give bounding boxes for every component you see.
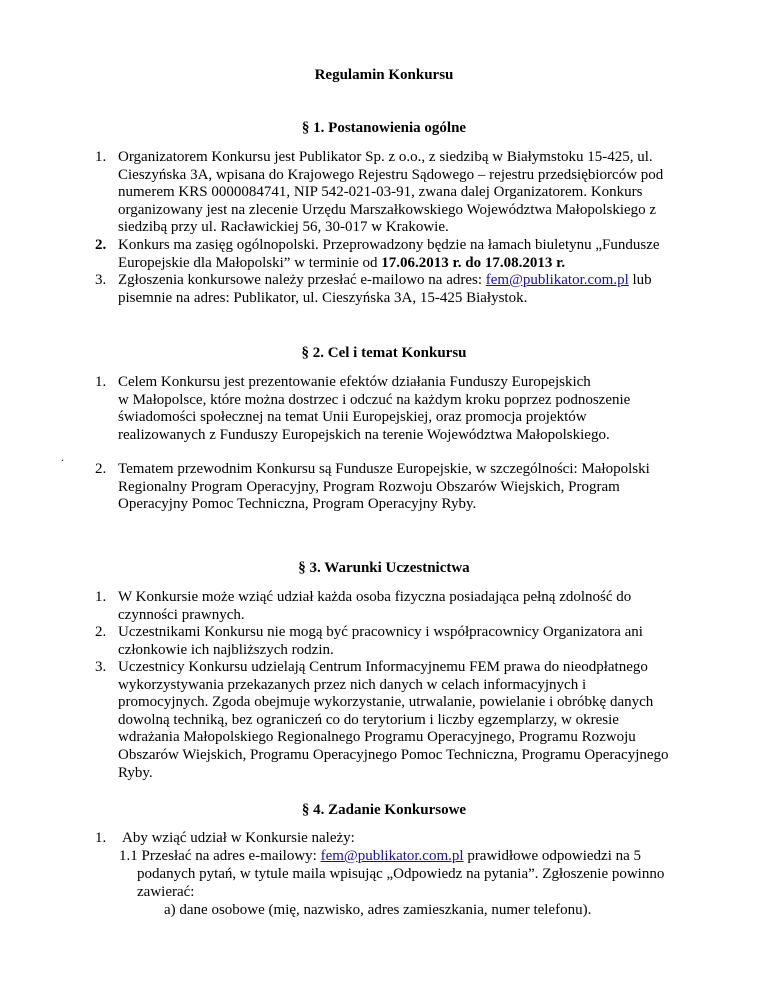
stray-dot: .: [61, 450, 64, 464]
text-line: Operacyjny Pomoc Techniczna, Program Operacyjny Ryby.: [118, 496, 477, 513]
section-3-item-1-number: 1.: [95, 589, 107, 605]
text-line: [118, 255, 698, 273]
text-line: Tematem przewodnim Konkursu są Fundusze Europejskie, w szczególności: Małopolski: [118, 461, 650, 477]
text-line: siedzibą przy ul. Racławickiej 56, 30-017 w Krakowie.: [118, 219, 449, 236]
text-run: lub: [628, 272, 652, 288]
text-line: świadomości społecznej na temat Unii Europejskiej, oraz promocja projektów: [118, 409, 587, 426]
section-2-item-1: [118, 374, 698, 444]
text-line: zawierać:: [137, 883, 195, 900]
section-1-item-1: [118, 149, 698, 237]
text-line: czynności prawnych.: [118, 606, 245, 623]
text-line: wykorzystywania przekazanych przez nich danych w celach informacyjnych i: [118, 676, 587, 693]
text-line: organizowany jest na zlecenie Urzędu Marszałkowskiego Województwa Małopolskiego z: [118, 201, 657, 218]
text-line: Cieszyńska 3A, wpisana do Krajowego Rejestru Sądowego – rejestru przedsiębiorców pod: [118, 166, 664, 183]
email-link[interactable]: fem@publikator.com.pl: [320, 848, 464, 864]
text-line: Celem Konkursu jest prezentowanie efektów działania Funduszy Europejskich: [118, 374, 591, 390]
text-line: pisemnie na adres: Publikator, ul. Cieszyńska 3A, 15-425 Białystok.: [118, 289, 528, 306]
section-4-heading: § 4. Zadanie Konkursowe: [301, 802, 467, 818]
section-2-heading: § 2. Cel i temat Konkursu: [301, 345, 467, 361]
section-1-item-1-number: 1.: [95, 149, 107, 165]
text-line: Aby wziąć udział w Konkursie należy:: [122, 830, 355, 846]
section-3-item-3: [118, 659, 698, 782]
text-line: wdrażania Małopolskiego Regionalnego Programu Operacyjnego, Programu Rozwoju: [118, 729, 636, 746]
text-line: dowolną techniką, bez ograniczeń co do terytorium i liczby egzemplarzy, w okresie: [118, 711, 619, 728]
text-run: prawidłowe odpowiedzi na 5: [463, 848, 642, 864]
section-4-item-1-number: 1.: [95, 830, 107, 846]
text-line: promocyjnych. Zgoda obejmuje wykorzystanie, utrwalanie, powielanie i obróbkę danych: [118, 694, 654, 711]
section-2-item-2: [118, 461, 698, 514]
text-line: W Konkursie może wziąć udział każda osoba fizyczna posiadająca pełną zdolność do: [118, 589, 632, 605]
section-2-item-1-number: 1.: [95, 374, 107, 390]
text-line: Konkurs ma zasięg ogólnopolski. Przeprowadzony będzie na łamach biuletynu „Fundusze: [118, 237, 660, 253]
text-line: [118, 272, 698, 290]
text-run: Europejskie dla Małopolski” w terminie od: [118, 254, 382, 271]
text-line: w Małopolsce, które można dostrzec i odczuć na każdym kroku poprzez podnoszenie: [118, 391, 631, 408]
section-4-subitem-a: [164, 902, 744, 920]
document-title: Regulamin Konkursu: [314, 67, 454, 83]
text-line: podanych pytań, w tytule maila wpisując „Odpowiedz na pytania”. Zgłoszenie powinno: [137, 866, 665, 882]
section-4-item-1: [122, 830, 702, 848]
section-1-item-2-number: 2.: [95, 237, 107, 253]
text-line: a) dane osobowe (mię, nazwisko, adres zamieszkania, numer telefonu).: [164, 902, 592, 918]
text-line: członkowie ich najbliższych rodzin.: [118, 641, 334, 658]
text-line: [119, 848, 719, 866]
section-1-item-2: [118, 237, 698, 272]
text-line: Ryby.: [118, 764, 153, 781]
text-run: 1.1 Przesłać na adres e-mailowy:: [119, 848, 321, 864]
text-line: Regionalny Program Operacyjny, Program Rozwoju Obszarów Wiejskich, Program: [118, 478, 620, 495]
section-3-item-2: [118, 624, 698, 659]
text-line: realizowanych z Funduszy Europejskich na terenie Województwa Małopolskiego.: [118, 426, 610, 443]
email-link[interactable]: fem@publikator.com.pl: [485, 272, 629, 288]
section-3-item-2-number: 2.: [95, 624, 107, 640]
section-3-item-1: [118, 589, 698, 624]
text-line: Uczestnicy Konkursu udzielają Centrum Informacyjnemu FEM prawa do nieodpłatnego: [118, 659, 648, 675]
text-line: numerem KRS 0000084741, NIP 542-021-03-91, zwana dalej Organizatorem. Konkurs: [118, 184, 643, 201]
section-4-subitem-1-1-continued: [137, 866, 717, 901]
section-3-item-3-number: 3.: [95, 659, 107, 675]
text-line: Uczestnikami Konkursu nie mogą być pracownicy i współpracownicy Organizatora ani: [118, 624, 643, 640]
section-1-item-3-number: 3.: [95, 272, 107, 288]
text-run: Zgłoszenia konkursowe należy przesłać e-mailowo na adres:: [118, 272, 486, 288]
section-2-item-2-number: 2.: [95, 461, 107, 477]
section-4-subitem-1-1: [119, 848, 719, 866]
text-line: Obszarów Wiejskich, Programu Operacyjnego Pomoc Techniczna, Programu Operacyjnego: [118, 746, 669, 763]
section-3-heading: § 3. Warunki Uczestnictwa: [298, 560, 470, 576]
contest-dates: 17.06.2013 r. do 17.08.2013 r.: [381, 254, 566, 271]
section-1-item-3: [118, 272, 698, 307]
text-line: Organizatorem Konkursu jest Publikator Sp. z o.o., z siedzibą w Białymstoku 15-425, ul.: [118, 149, 653, 165]
section-1-heading: § 1. Postanowienia ogólne: [301, 120, 467, 136]
